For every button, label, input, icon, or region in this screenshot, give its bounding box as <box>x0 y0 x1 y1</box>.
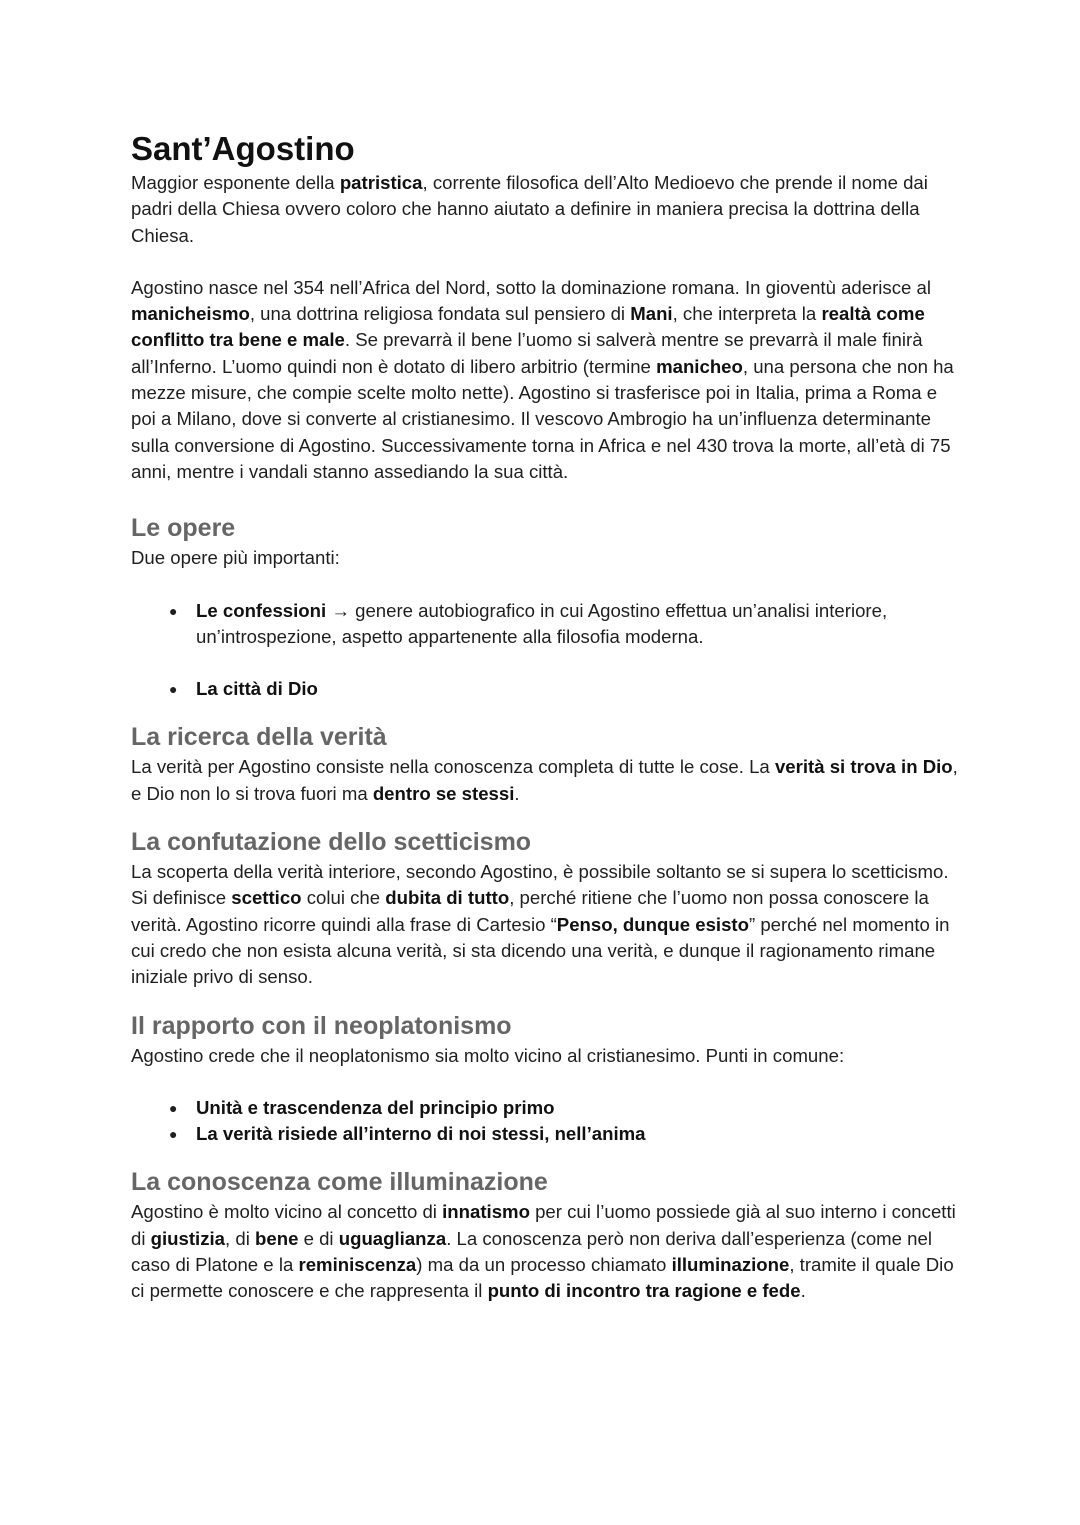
bullet-icon: ● <box>169 681 178 698</box>
bullet-icon: ● <box>169 1126 178 1143</box>
page-title: Sant’Agostino <box>131 130 355 167</box>
section-neoplatonismo <box>131 1009 961 1148</box>
opere-list <box>131 598 961 703</box>
spacer <box>131 249 961 275</box>
section-verita <box>131 720 961 807</box>
section-heading-neoplatonismo: Il rapporto con il neoplatonismo <box>131 1011 512 1040</box>
bullet-icon: ● <box>169 602 178 619</box>
list-item: ● La città di Dio <box>131 676 961 702</box>
biography-paragraph: Agostino nasce nel 354 nell’Africa del Nord, sotto la dominazione romana. In gioventù aderisce al manicheismo, una dottrina religiosa fondata sul pensiero di Mani, che interpreta la realtà come conflitto tra bene e male. Se prevarrà il bene l’uomo si salverà mentre se prevarrà il male finirà all’Inferno. L’uomo quindi non è dotato di libero arbitrio (termine manicheo, una persona che non ha mezze misure, che compie scelte molto nette). Agostino si trasferisce poi in Italia, prima a Roma e poi a Milano, dove si converte al cristianesimo. Il vescovo Ambrogio ha un’influenza determinante sulla conversione di Agostino. Successivamente torna in Africa e nel 430 trova la morte, all’età di 75 anni, mentre i vandali stanno assediando la sua città. <box>131 276 954 482</box>
neoplatonismo-list <box>131 1095 961 1148</box>
neoplatonismo-lead: Agostino crede che il neoplatonismo sia molto vicino al cristianesimo. Punti in comune: <box>131 1044 845 1066</box>
section-illuminazione <box>131 1165 961 1304</box>
list-item: ● La verità risiede all’interno di noi stessi, nell’anima <box>131 1121 961 1147</box>
list-item: ● Le confessioni → genere autobiografico in cui Agostino effettua un’analisi interiore, un’introspezione, aspetto appartenente alla filosofia moderna. <box>169 599 888 647</box>
list-item: ● Unità e trascendenza del principio primo <box>131 1095 961 1121</box>
section-heading-scetticismo: La confutazione dello scetticismo <box>131 828 532 857</box>
verita-paragraph: La verità per Agostino consiste nella conoscenza completa di tutte le cose. La verità si trova in Dio, e Dio non lo si trova fuori ma dentro se stessi. <box>131 756 958 804</box>
section-scetticismo <box>131 825 961 990</box>
document-page <box>131 128 961 1305</box>
scetticismo-paragraph: La scoperta della verità interiore, secondo Agostino, è possibile soltanto se si supera lo scetticismo. Si definisce scettico colui che dubita di tutto, perché ritiene che l’uomo non possa conoscere la verità. Agostino ricorre quindi alla frase di Cartesio “Penso, dunque esisto” perché nel momento in cui credo che non esista alcuna verità, si sta dicendo una verità, e dunque il ragionamento rimane iniziale privo di senso. <box>131 861 950 988</box>
section-heading-verita: La ricerca della verità <box>131 723 387 752</box>
section-opere <box>131 511 961 702</box>
opere-lead: Due opere più importanti: <box>131 547 340 569</box>
intro-paragraph: Maggior esponente della patristica, corrente filosofica dell’Alto Medioevo che prende il nome dai padri della Chiesa ovvero coloro che hanno aiutato a definire in maniera precisa la dottrina della Chiesa. <box>131 172 928 246</box>
section-heading-illuminazione: La conoscenza come illuminazione <box>131 1168 548 1197</box>
section-heading-opere: Le opere <box>131 514 236 543</box>
bullet-icon: ● <box>169 1099 178 1116</box>
illuminazione-paragraph: Agostino è molto vicino al concetto di innatismo per cui l’uomo possiede già al suo interno i concetti di giustizia, di bene e di uguaglianza. La conoscenza però non deriva dall’esperienza (come nel caso di Platone e la reminiscenza) ma da un processo chiamato illuminazione, tramite il quale Dio ci permette conoscere e che rappresenta il punto di incontro tra ragione e fede. <box>131 1201 956 1302</box>
